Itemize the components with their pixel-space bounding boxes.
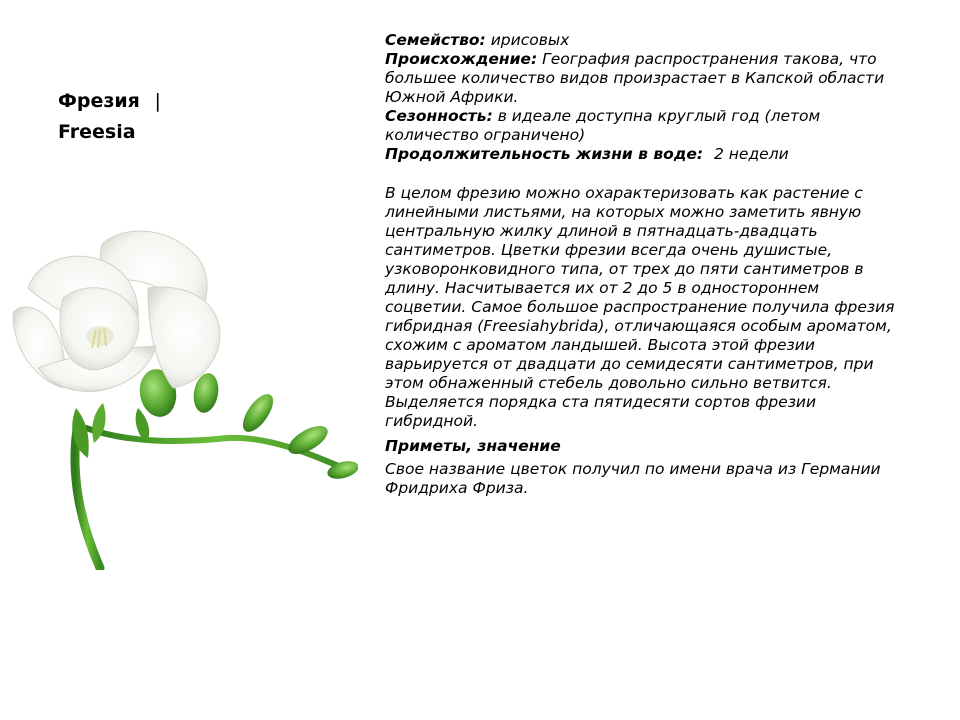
title-english: Freesia	[58, 121, 136, 143]
vase-life-label: Продолжительность жизни в воде:	[385, 145, 704, 163]
origin-row	[385, 50, 905, 107]
origin-label: Происхождение:	[385, 50, 538, 68]
family-value: ирисовых	[490, 31, 570, 49]
title-separator: |	[154, 90, 161, 112]
omens-heading: Приметы, значение	[385, 437, 561, 455]
description-block	[385, 31, 905, 498]
family-row	[385, 31, 905, 50]
season-value: в идеале доступна круглый год (летом количество ограничено)	[385, 107, 821, 144]
description-paragraph: В целом фрезию можно охарактеризовать как растение с линейными листьями, на которых можно заметить явную центральную жилку длиной в пятнадцать-двадцать сантиметров. Цветки фрезии всегда очень душистые, узковоронковидного типа, от трех до пяти сантиметров в длину. Насчитывается их от 2 до 5 в одностороннем соцветии. Самое большое распространение получила фрезия гибридная (Freesiahybrida), отличающаяся особым ароматом, схожим с ароматом ландышей. Высота этой фрезии варьируется от двадцати до семидесяти сантиметров, при этом обнаженный стебель довольно сильно ветвится. Выделяется порядка ста пятидесяти сортов фрезии гибридной.	[385, 184, 895, 430]
title-russian: Фрезия	[58, 90, 140, 112]
origin-value: География распространения такова, что большее количество видов произрастает в Капской области Южной Африки.	[385, 50, 885, 106]
title-line-1	[58, 86, 218, 117]
vase-life-row	[385, 145, 905, 164]
season-label: Сезонность:	[385, 107, 493, 125]
vase-life-value: 2 недели	[713, 145, 789, 163]
slide-title	[58, 86, 218, 148]
family-label: Семейство:	[385, 31, 486, 49]
season-row	[385, 107, 905, 145]
freesia-flower-icon	[8, 218, 358, 570]
omens-text: Свое название цветок получил по имени врача из Германии Фридриха Фриза.	[385, 460, 881, 497]
